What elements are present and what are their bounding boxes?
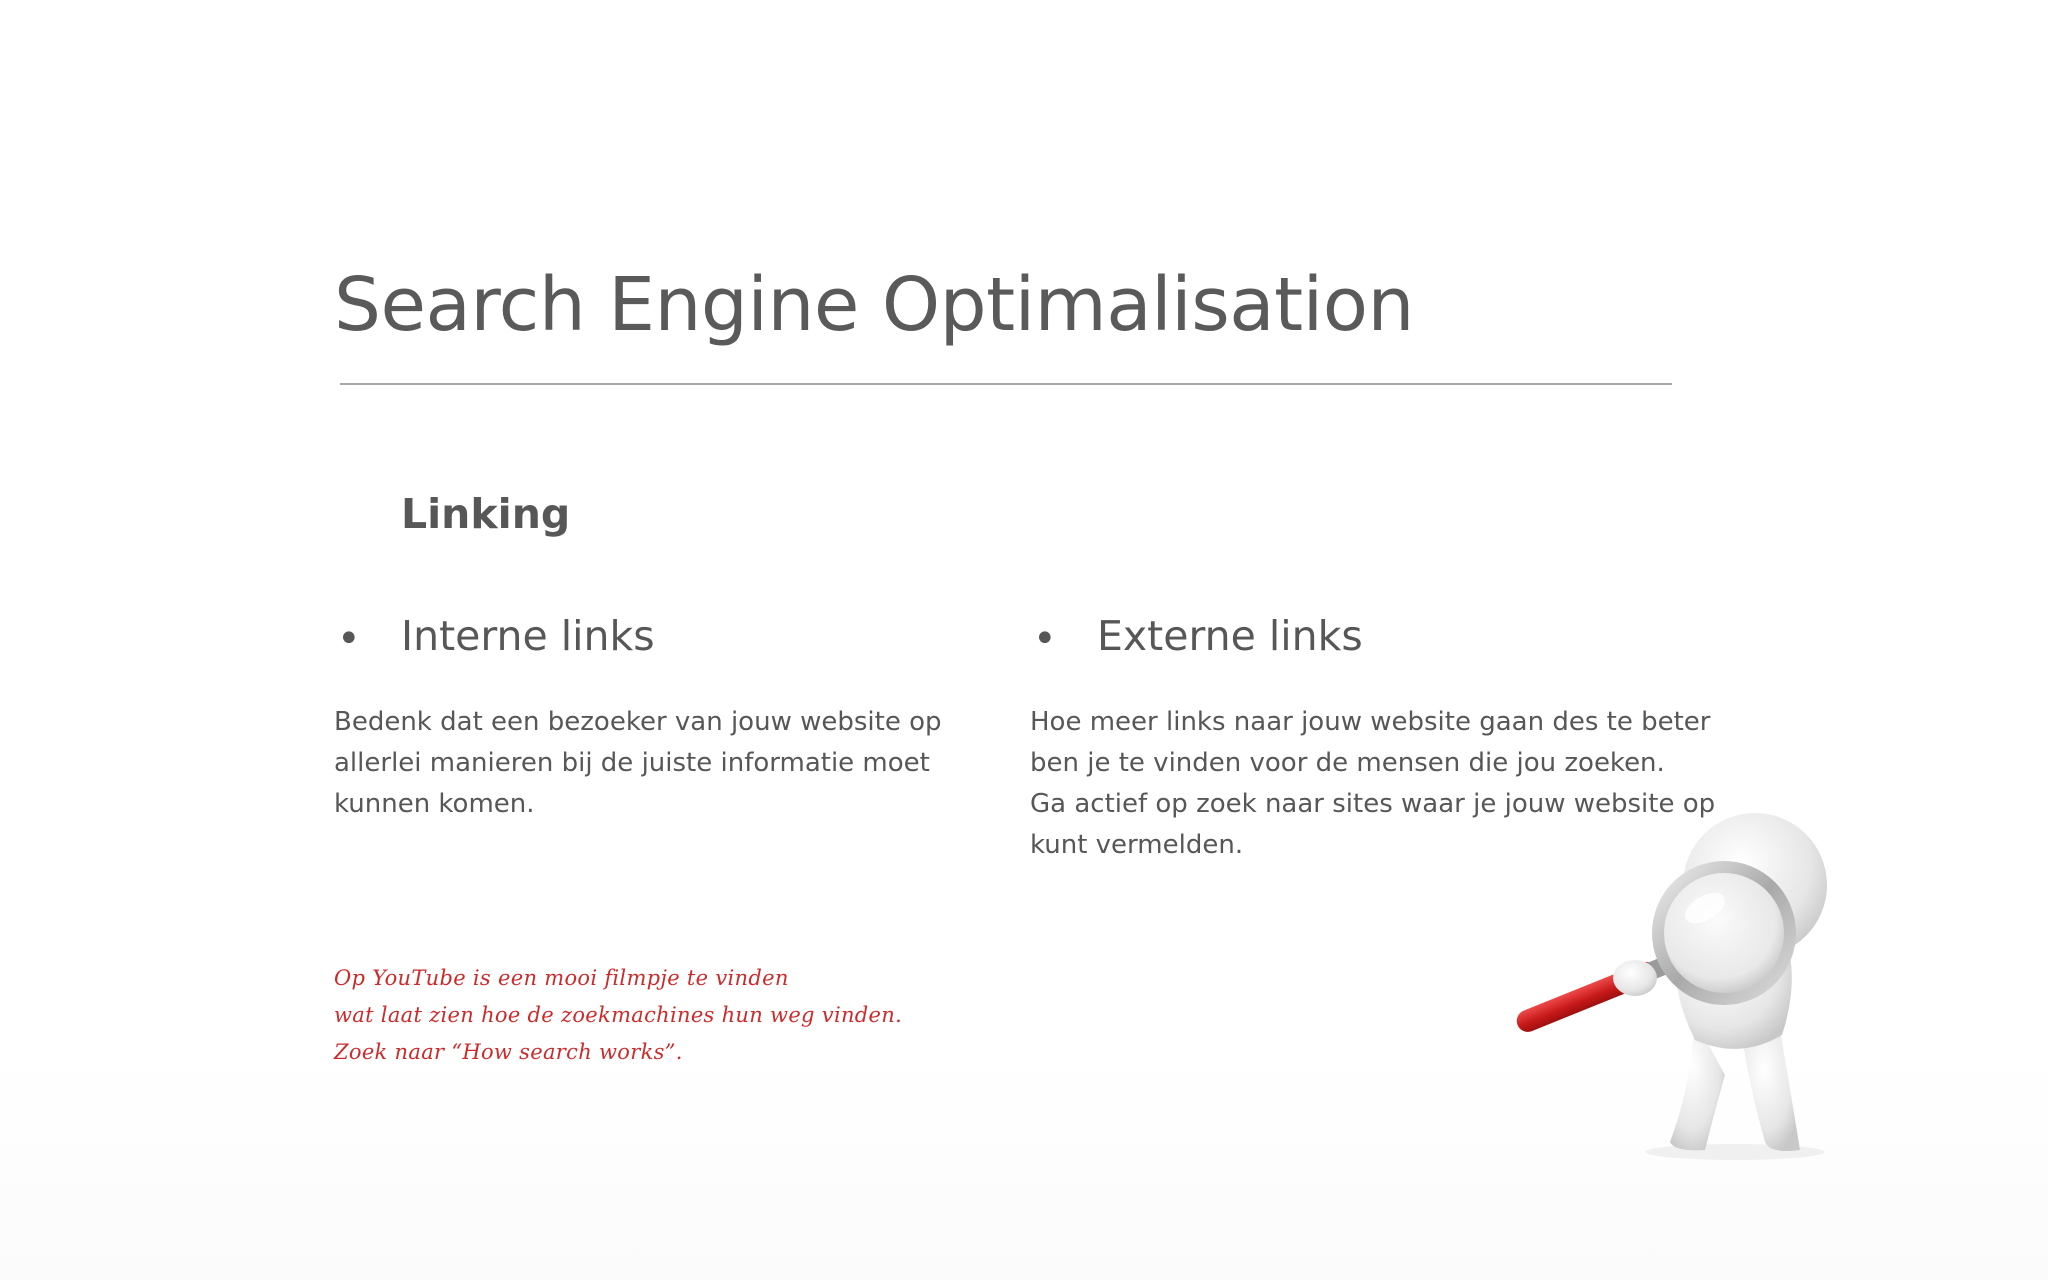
note-line: wat laat zien hoe de zoekmachines hun weg vinden. [334, 1003, 903, 1027]
bullet-heading: Externe links [1097, 612, 1363, 660]
bullet-item-internal-links [334, 604, 934, 668]
bullet-heading: Interne links [401, 612, 655, 660]
section-heading: Linking [401, 490, 571, 538]
body-line: Ga actief op zoek naar sites waar je jouw website op [1030, 789, 1716, 819]
note-line: Zoek naar “How search works”. [334, 1040, 683, 1064]
body-line: Bedenk dat een bezoeker van jouw website op [334, 707, 942, 737]
person-with-magnifying-glass-icon [1500, 790, 1880, 1170]
bullet-icon: • [1033, 616, 1057, 662]
body-line: ben je te vinden voor de mensen die jou zoeken. [1030, 748, 1665, 778]
bullet-icon: • [337, 616, 361, 662]
title-divider [340, 383, 1672, 385]
youtube-tip-note [334, 960, 902, 1071]
slide-title: Search Engine Optimalisation [334, 262, 1414, 348]
body-line: allerlei manieren bij de juiste informatie moet [334, 748, 930, 778]
body-line: kunnen komen. [334, 789, 535, 819]
body-line: Hoe meer links naar jouw website gaan des te beter [1030, 707, 1711, 737]
note-line: Op YouTube is een mooi filmpje te vinden [334, 966, 789, 990]
column-internal-links [334, 604, 942, 825]
column-body-text [334, 668, 942, 825]
bullet-item-external-links [1030, 604, 1690, 668]
body-line: kunt vermelden. [1030, 830, 1244, 860]
